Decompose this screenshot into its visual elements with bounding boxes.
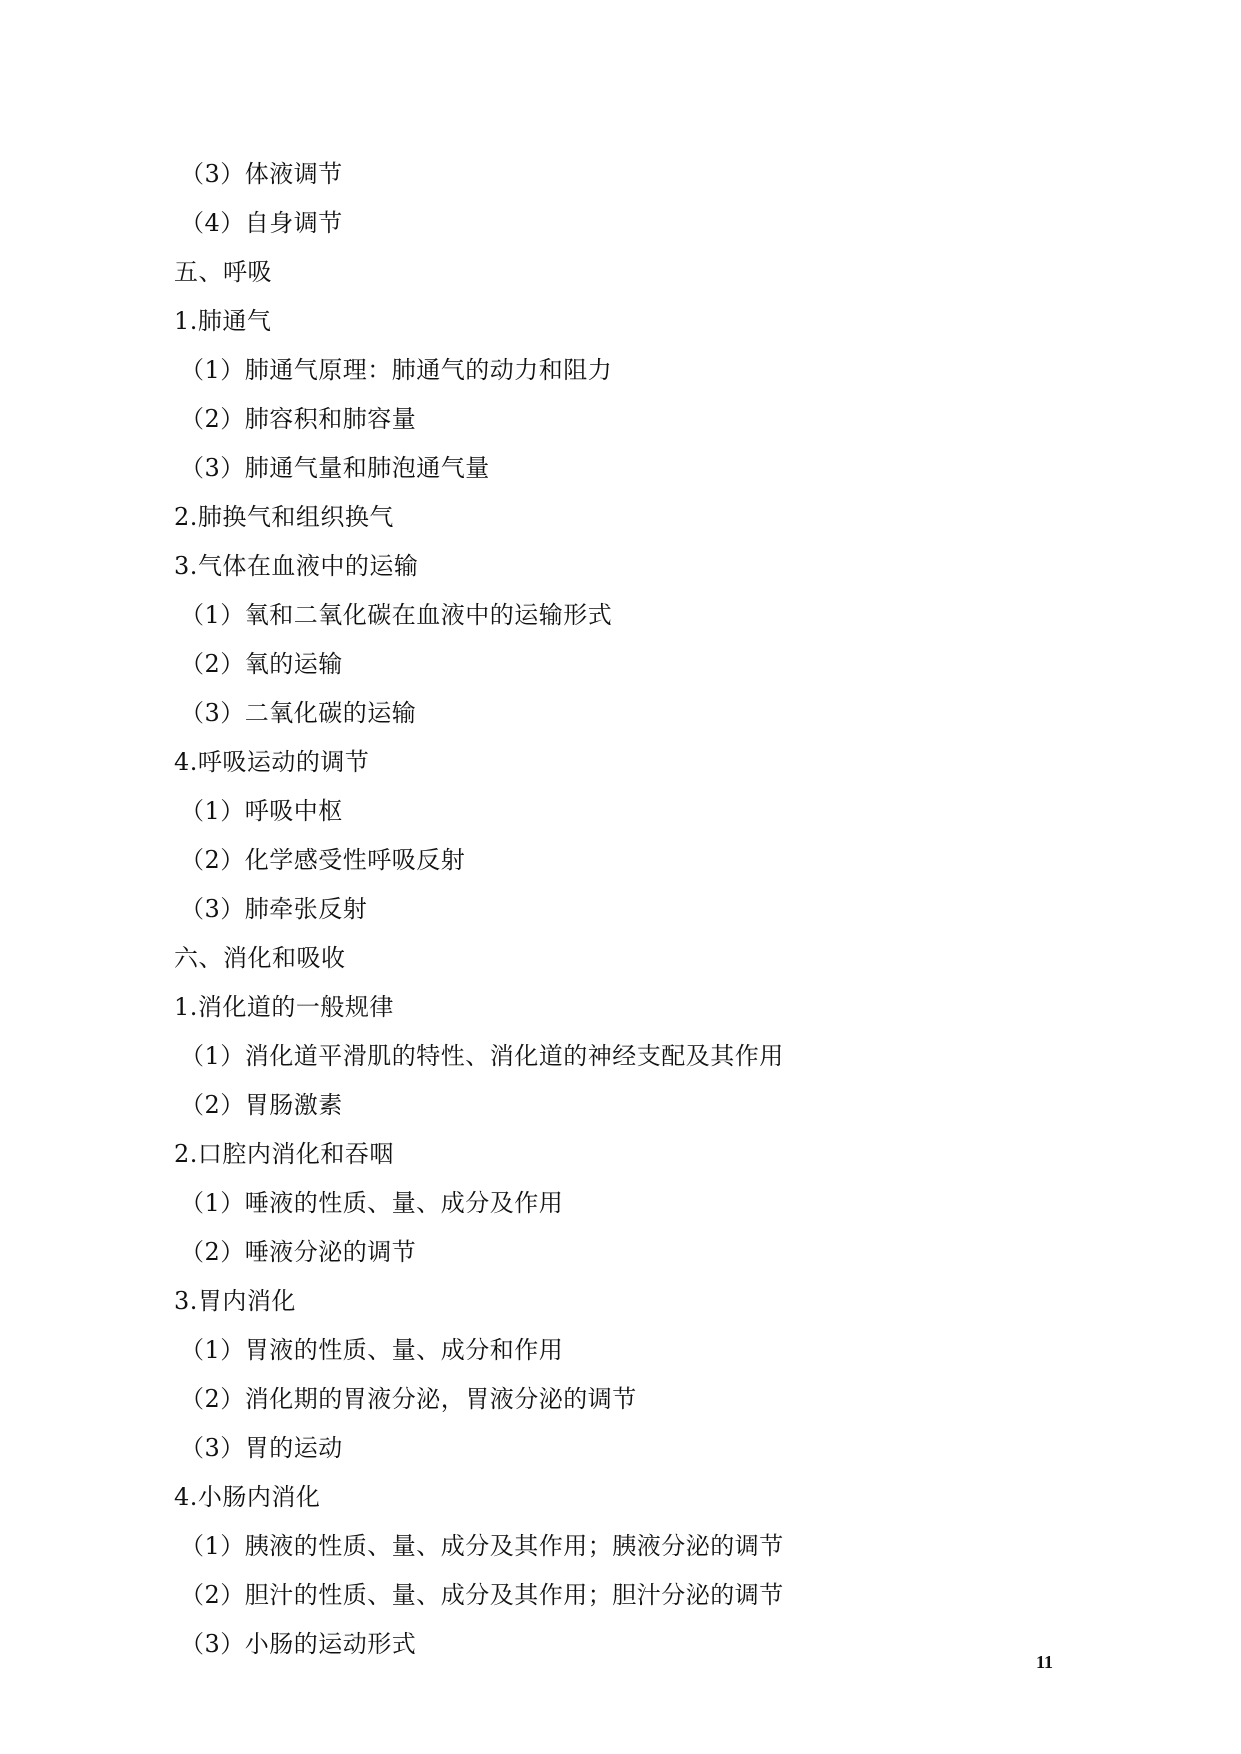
outline-line: （3）胃的运动	[180, 1434, 343, 1462]
outline-line: （3）小肠的运动形式	[180, 1630, 417, 1658]
topic-heading: 2.口腔内消化和吞咽	[174, 1140, 394, 1168]
outline-line: （1）消化道平滑肌的特性、消化道的神经支配及其作用	[180, 1042, 784, 1070]
topic-heading: 4.呼吸运动的调节	[174, 748, 370, 776]
outline-line: （1）胃液的性质、量、成分和作用	[180, 1336, 564, 1364]
outline-line: （1）唾液的性质、量、成分及作用	[180, 1189, 564, 1217]
outline-line: （3）体液调节	[180, 160, 343, 188]
outline-content	[174, 150, 1074, 1669]
topic-heading: 2.肺换气和组织换气	[174, 503, 394, 531]
outline-line: （1）呼吸中枢	[180, 797, 343, 825]
topic-heading: 3.胃内消化	[174, 1287, 296, 1315]
outline-line: （3）肺牵张反射	[180, 895, 368, 923]
outline-line: （2）胆汁的性质、量、成分及其作用；胆汁分泌的调节	[180, 1581, 784, 1609]
page-number: 11	[1036, 1652, 1054, 1672]
outline-line: （3）肺通气量和肺泡通气量	[180, 454, 490, 482]
section-heading: 六、消化和吸收	[174, 944, 346, 972]
outline-line: （2）唾液分泌的调节	[180, 1238, 417, 1266]
outline-line: （4）自身调节	[180, 209, 343, 237]
section-heading: 五、呼吸	[174, 258, 272, 286]
outline-line: （2）化学感受性呼吸反射	[180, 846, 466, 874]
outline-line: （1）肺通气原理：肺通气的动力和阻力	[180, 356, 613, 384]
outline-line: （2）胃肠激素	[180, 1091, 343, 1119]
outline-line: （2）消化期的胃液分泌，胃液分泌的调节	[180, 1385, 637, 1413]
topic-heading: 1.肺通气	[174, 307, 272, 335]
outline-line: （2）氧的运输	[180, 650, 343, 678]
outline-line: （3）二氧化碳的运输	[180, 699, 417, 727]
outline-line: （1）氧和二氧化碳在血液中的运输形式	[180, 601, 613, 629]
outline-line: （2）肺容积和肺容量	[180, 405, 417, 433]
topic-heading: 3.气体在血液中的运输	[174, 552, 419, 580]
topic-heading: 1.消化道的一般规律	[174, 993, 394, 1021]
topic-heading: 4.小肠内消化	[174, 1483, 321, 1511]
outline-line: （1）胰液的性质、量、成分及其作用；胰液分泌的调节	[180, 1532, 784, 1560]
